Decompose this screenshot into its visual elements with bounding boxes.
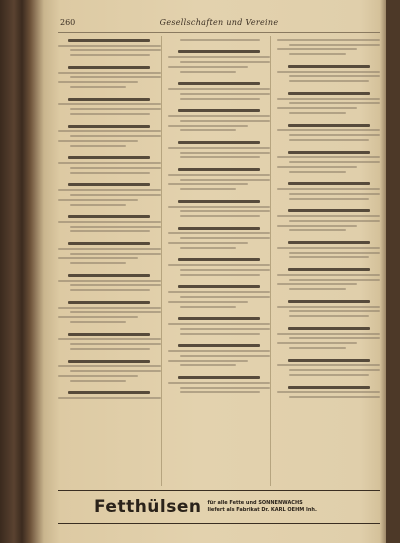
entry-heading-placeholder: [68, 156, 150, 159]
entry-heading-placeholder: [178, 200, 260, 203]
text-line-placeholder: [289, 102, 380, 104]
text-line-placeholder: [168, 382, 271, 384]
text-line-placeholder: [289, 347, 345, 349]
text-line-placeholder: [180, 269, 271, 271]
text-line-placeholder: [70, 370, 161, 372]
text-line-placeholder: [58, 294, 161, 298]
text-line-placeholder: [58, 150, 161, 154]
text-line-placeholder: [289, 161, 380, 163]
text-line-placeholder: [70, 311, 161, 313]
text-line-placeholder: [168, 161, 271, 165]
text-line-placeholder: [168, 337, 271, 341]
text-line-placeholder: [58, 326, 161, 330]
text-line-placeholder: [168, 279, 271, 283]
entry-heading-placeholder: [68, 215, 150, 218]
text-line-placeholder: [180, 156, 260, 158]
text-line-placeholder: [168, 206, 271, 208]
text-line-placeholder: [277, 71, 380, 73]
text-line-placeholder: [58, 177, 161, 181]
entry-heading-placeholder: [178, 258, 260, 261]
text-line-placeholder: [180, 61, 271, 63]
text-line-placeholder: [168, 350, 271, 352]
text-line-placeholder: [277, 117, 380, 121]
text-line-placeholder: [58, 280, 161, 282]
text-line-placeholder: [70, 49, 161, 51]
text-line-placeholder: [277, 48, 357, 50]
text-line-placeholder: [58, 91, 161, 95]
text-line-placeholder: [289, 171, 345, 173]
text-line-placeholder: [277, 39, 380, 41]
text-line-placeholder: [180, 210, 271, 212]
entry-heading-placeholder: [68, 39, 150, 42]
text-line-placeholder: [168, 220, 271, 224]
text-line-placeholder: [168, 264, 271, 266]
text-line-placeholder: [289, 315, 369, 317]
text-line-placeholder: [58, 365, 161, 367]
text-line-placeholder: [289, 310, 380, 312]
entry-heading-placeholder: [178, 317, 260, 320]
text-line-placeholder: [58, 267, 161, 271]
entry-heading-placeholder: [178, 285, 260, 288]
text-line-placeholder: [58, 189, 161, 191]
text-line-placeholder: [58, 221, 161, 223]
text-line-placeholder: [58, 140, 138, 142]
text-line-placeholder: [58, 397, 161, 399]
text-line-placeholder: [70, 86, 126, 88]
text-line-placeholder: [168, 66, 248, 68]
text-line-placeholder: [70, 253, 161, 255]
text-line-placeholder: [277, 293, 380, 297]
text-line-placeholder: [180, 152, 271, 154]
text-line-placeholder: [277, 156, 380, 158]
column-left: [58, 36, 162, 486]
text-line-placeholder: [180, 93, 271, 95]
text-line-placeholder: [58, 316, 138, 318]
text-line-placeholder: [277, 320, 380, 324]
text-line-placeholder: [58, 81, 138, 83]
entry-heading-placeholder: [288, 151, 370, 154]
text-line-placeholder: [180, 120, 271, 122]
text-line-placeholder: [277, 144, 380, 148]
text-line-placeholder: [168, 125, 248, 127]
text-line-placeholder: [277, 225, 357, 227]
text-line-placeholder: [180, 237, 271, 239]
text-line-placeholder: [277, 203, 380, 207]
text-line-placeholder: [58, 118, 161, 122]
text-line-placeholder: [277, 342, 357, 344]
text-line-placeholder: [277, 306, 380, 308]
text-line-placeholder: [70, 348, 150, 350]
entry-heading-placeholder: [288, 359, 370, 362]
text-line-placeholder: [168, 360, 248, 362]
entry-heading-placeholder: [178, 344, 260, 347]
text-line-placeholder: [277, 85, 380, 89]
text-line-placeholder: [289, 220, 380, 222]
text-line-placeholder: [277, 234, 380, 238]
text-line-placeholder: [168, 291, 271, 293]
text-line-placeholder: [58, 162, 161, 164]
entry-heading-placeholder: [288, 182, 370, 185]
text-line-placeholder: [168, 323, 271, 325]
column-right: [277, 36, 380, 486]
entry-heading-placeholder: [288, 92, 370, 95]
text-line-placeholder: [58, 72, 161, 74]
text-line-placeholder: [277, 188, 380, 190]
text-line-placeholder: [70, 194, 161, 196]
text-line-placeholder: [168, 396, 271, 400]
text-line-placeholder: [58, 199, 138, 201]
text-line-placeholder: [277, 364, 380, 366]
text-line-placeholder: [277, 166, 357, 168]
text-line-placeholder: [180, 71, 236, 73]
text-line-placeholder: [168, 301, 248, 303]
text-line-placeholder: [277, 274, 380, 276]
text-columns: [58, 36, 380, 486]
text-line-placeholder: [277, 107, 357, 109]
text-line-placeholder: [277, 352, 380, 356]
text-line-placeholder: [168, 183, 248, 185]
entry-heading-placeholder: [288, 241, 370, 244]
text-line-placeholder: [58, 375, 138, 377]
text-line-placeholder: [70, 204, 126, 206]
text-line-placeholder: [70, 343, 161, 345]
text-line-placeholder: [289, 337, 380, 339]
text-line-placeholder: [289, 252, 380, 254]
text-line-placeholder: [70, 380, 126, 382]
text-line-placeholder: [180, 306, 236, 308]
text-line-placeholder: [58, 385, 161, 389]
text-line-placeholder: [58, 307, 161, 309]
text-line-placeholder: [168, 242, 248, 244]
text-line-placeholder: [168, 102, 271, 106]
text-line-placeholder: [277, 215, 380, 217]
text-line-placeholder: [70, 172, 150, 174]
text-line-placeholder: [168, 232, 271, 234]
entry-heading-placeholder: [178, 141, 260, 144]
ad-line-2: liefert als Fabrikat Dr. KARL OEHM Inh.: [207, 507, 317, 513]
text-line-placeholder: [289, 134, 380, 136]
text-line-placeholder: [70, 113, 150, 115]
text-line-placeholder: [70, 230, 150, 232]
ad-line-1: für alle Fette und SONNENWACHS: [207, 500, 303, 506]
text-line-placeholder: [289, 80, 369, 82]
entry-heading-placeholder: [68, 360, 150, 363]
text-line-placeholder: [70, 289, 150, 291]
entry-heading-placeholder: [178, 109, 260, 112]
entry-heading-placeholder: [178, 376, 260, 379]
text-line-placeholder: [58, 235, 161, 239]
text-line-placeholder: [168, 193, 271, 197]
entry-heading-placeholder: [178, 50, 260, 53]
text-line-placeholder: [70, 167, 161, 169]
text-line-placeholder: [180, 98, 260, 100]
text-line-placeholder: [168, 252, 271, 256]
text-line-placeholder: [180, 179, 271, 181]
column-middle: [168, 36, 272, 486]
text-line-placeholder: [289, 256, 369, 258]
text-line-placeholder: [70, 54, 150, 56]
entry-heading-placeholder: [68, 242, 150, 245]
text-line-placeholder: [58, 130, 161, 132]
text-line-placeholder: [58, 208, 161, 212]
text-line-placeholder: [277, 333, 380, 335]
text-line-placeholder: [289, 229, 345, 231]
text-line-placeholder: [180, 247, 236, 249]
text-line-placeholder: [277, 379, 380, 383]
entry-heading-placeholder: [68, 66, 150, 69]
entry-heading-placeholder: [288, 300, 370, 303]
text-line-placeholder: [58, 45, 161, 47]
text-line-placeholder: [58, 353, 161, 357]
text-line-placeholder: [180, 296, 271, 298]
text-line-placeholder: [58, 248, 161, 250]
text-line-placeholder: [180, 333, 260, 335]
text-line-placeholder: [277, 58, 380, 62]
entry-heading-placeholder: [288, 124, 370, 127]
page-edge: [386, 0, 400, 543]
ad-brand-name: Fetthülsen: [94, 497, 202, 517]
entry-heading-placeholder: [178, 227, 260, 230]
entry-heading-placeholder: [178, 168, 260, 171]
text-line-placeholder: [70, 262, 126, 264]
text-line-placeholder: [289, 198, 369, 200]
text-line-placeholder: [70, 145, 126, 147]
running-title: Gesellschaften und Vereine: [159, 18, 279, 27]
text-line-placeholder: [168, 369, 271, 373]
text-line-placeholder: [289, 53, 345, 55]
text-line-placeholder: [168, 56, 271, 58]
entry-heading-placeholder: [178, 82, 260, 85]
text-line-placeholder: [289, 75, 380, 77]
text-line-placeholder: [180, 129, 236, 131]
entry-heading-placeholder: [288, 327, 370, 330]
entry-heading-placeholder: [288, 268, 370, 271]
entry-heading-placeholder: [68, 274, 150, 277]
text-line-placeholder: [168, 147, 271, 149]
directory-page: [50, 4, 386, 536]
text-line-placeholder: [70, 284, 161, 286]
entry-heading-placeholder: [288, 209, 370, 212]
text-line-placeholder: [168, 134, 271, 138]
entry-heading-placeholder: [288, 65, 370, 68]
text-line-placeholder: [289, 374, 369, 376]
text-line-placeholder: [70, 108, 161, 110]
text-line-placeholder: [58, 257, 138, 259]
page-number: 260: [60, 18, 76, 27]
text-line-placeholder: [289, 279, 380, 281]
text-line-placeholder: [70, 321, 126, 323]
page-header: [58, 18, 380, 33]
entry-heading-placeholder: [68, 125, 150, 128]
text-line-placeholder: [289, 112, 345, 114]
text-line-placeholder: [70, 135, 161, 137]
entry-heading-placeholder: [68, 183, 150, 186]
entry-heading-placeholder: [68, 391, 150, 394]
entry-heading-placeholder: [288, 386, 370, 389]
text-line-placeholder: [277, 176, 380, 180]
text-line-placeholder: [277, 283, 357, 285]
text-line-placeholder: [58, 338, 161, 340]
text-line-placeholder: [289, 369, 380, 371]
text-line-placeholder: [180, 387, 271, 389]
text-line-placeholder: [180, 274, 260, 276]
text-line-placeholder: [70, 76, 161, 78]
text-line-placeholder: [180, 328, 271, 330]
text-line-placeholder: [168, 88, 271, 90]
text-line-placeholder: [70, 226, 161, 228]
text-line-placeholder: [289, 139, 369, 141]
text-line-placeholder: [277, 98, 380, 100]
text-line-placeholder: [289, 193, 380, 195]
text-line-placeholder: [168, 174, 271, 176]
text-line-placeholder: [168, 75, 271, 79]
text-line-placeholder: [289, 288, 345, 290]
text-line-placeholder: [277, 261, 380, 265]
text-line-placeholder: [289, 396, 380, 398]
text-line-placeholder: [180, 391, 260, 393]
text-line-placeholder: [277, 247, 380, 249]
text-line-placeholder: [180, 188, 236, 190]
text-line-placeholder: [58, 59, 161, 63]
advertisement-banner: [58, 490, 380, 524]
text-line-placeholder: [58, 103, 161, 105]
text-line-placeholder: [168, 115, 271, 117]
text-line-placeholder: [168, 44, 271, 48]
text-line-placeholder: [277, 391, 380, 393]
text-line-placeholder: [168, 310, 271, 314]
text-line-placeholder: [180, 215, 260, 217]
entry-heading-placeholder: [68, 98, 150, 101]
ad-text: [202, 500, 317, 514]
text-line-placeholder: [180, 39, 260, 41]
entry-heading-placeholder: [68, 301, 150, 304]
text-line-placeholder: [289, 44, 380, 46]
text-line-placeholder: [180, 364, 236, 366]
text-line-placeholder: [277, 129, 380, 131]
entry-heading-placeholder: [68, 333, 150, 336]
text-line-placeholder: [180, 355, 271, 357]
